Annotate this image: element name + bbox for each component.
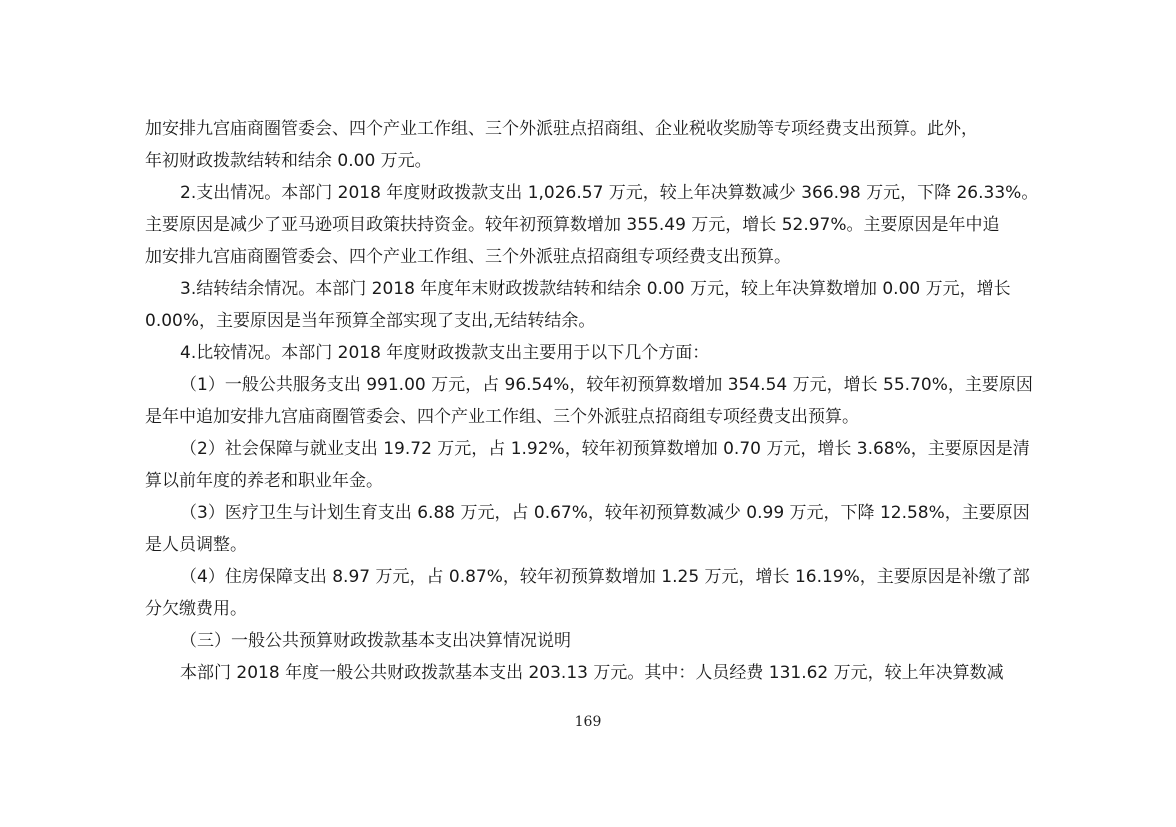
text-line: （1）一般公共服务支出 991.00 万元，占 96.54%，较年初预算数增加 354.54 万元，增长 55.70%，主要原因 [180, 375, 1033, 395]
section-heading: （三）一般公共预算财政拨款基本支出决算情况说明 [180, 631, 571, 651]
text-line: 0.00%，主要原因是当年预算全部实现了支出,无结转结余。 [145, 311, 596, 331]
text-line: 年初财政拨款结转和结余 0.00 万元。 [145, 151, 432, 171]
text-line: 分欠缴费用。 [145, 599, 247, 619]
text-line: 3.结转结余情况。本部门 2018 年度年末财政拨款结转和结余 0.00 万元，较上年决算数增加 0.00 万元，增长 [180, 279, 1011, 299]
text-line: （4）住房保障支出 8.97 万元，占 0.87%，较年初预算数增加 1.25 万元，增长 16.19%，主要原因是补缴了部 [180, 567, 1030, 587]
text-line: 加安排九宫庙商圈管委会、四个产业工作组、三个外派驻点招商组、企业税收奖励等专项经费支出预算。此外， [145, 119, 978, 139]
text-line: （3）医疗卫生与计划生育支出 6.88 万元，占 0.67%，较年初预算数减少 0.99 万元，下降 12.58%，主要原因 [180, 503, 1030, 523]
text-line: 是年中追加安排九宫庙商圈管委会、四个产业工作组、三个外派驻点招商组专项经费支出预算。 [145, 407, 859, 427]
page-number: 169 [574, 714, 602, 730]
text-line: 加安排九宫庙商圈管委会、四个产业工作组、三个外派驻点招商组专项经费支出预算。 [145, 247, 791, 267]
text-line: 2.支出情况。本部门 2018 年度财政拨款支出 1,026.57 万元，较上年决算数减少 366.98 万元，下降 26.33%。 [180, 183, 1039, 203]
text-line: （2）社会保障与就业支出 19.72 万元，占 1.92%，较年初预算数增加 0.70 万元，增长 3.68%，主要原因是清 [180, 439, 1030, 459]
text-line: 算以前年度的养老和职业年金。 [145, 471, 383, 491]
text-line: 是人员调整。 [145, 535, 247, 555]
text-line: 4.比较情况。本部门 2018 年度财政拨款支出主要用于以下几个方面： [180, 343, 710, 363]
text-line: 本部门 2018 年度一般公共财政拨款基本支出 203.13 万元。其中：人员经费 131.62 万元，较上年决算数减 [180, 663, 1004, 683]
text-line: 主要原因是减少了亚马逊项目政策扶持资金。较年初预算数增加 355.49 万元，增长 52.97%。主要原因是年中追 [145, 215, 1000, 235]
